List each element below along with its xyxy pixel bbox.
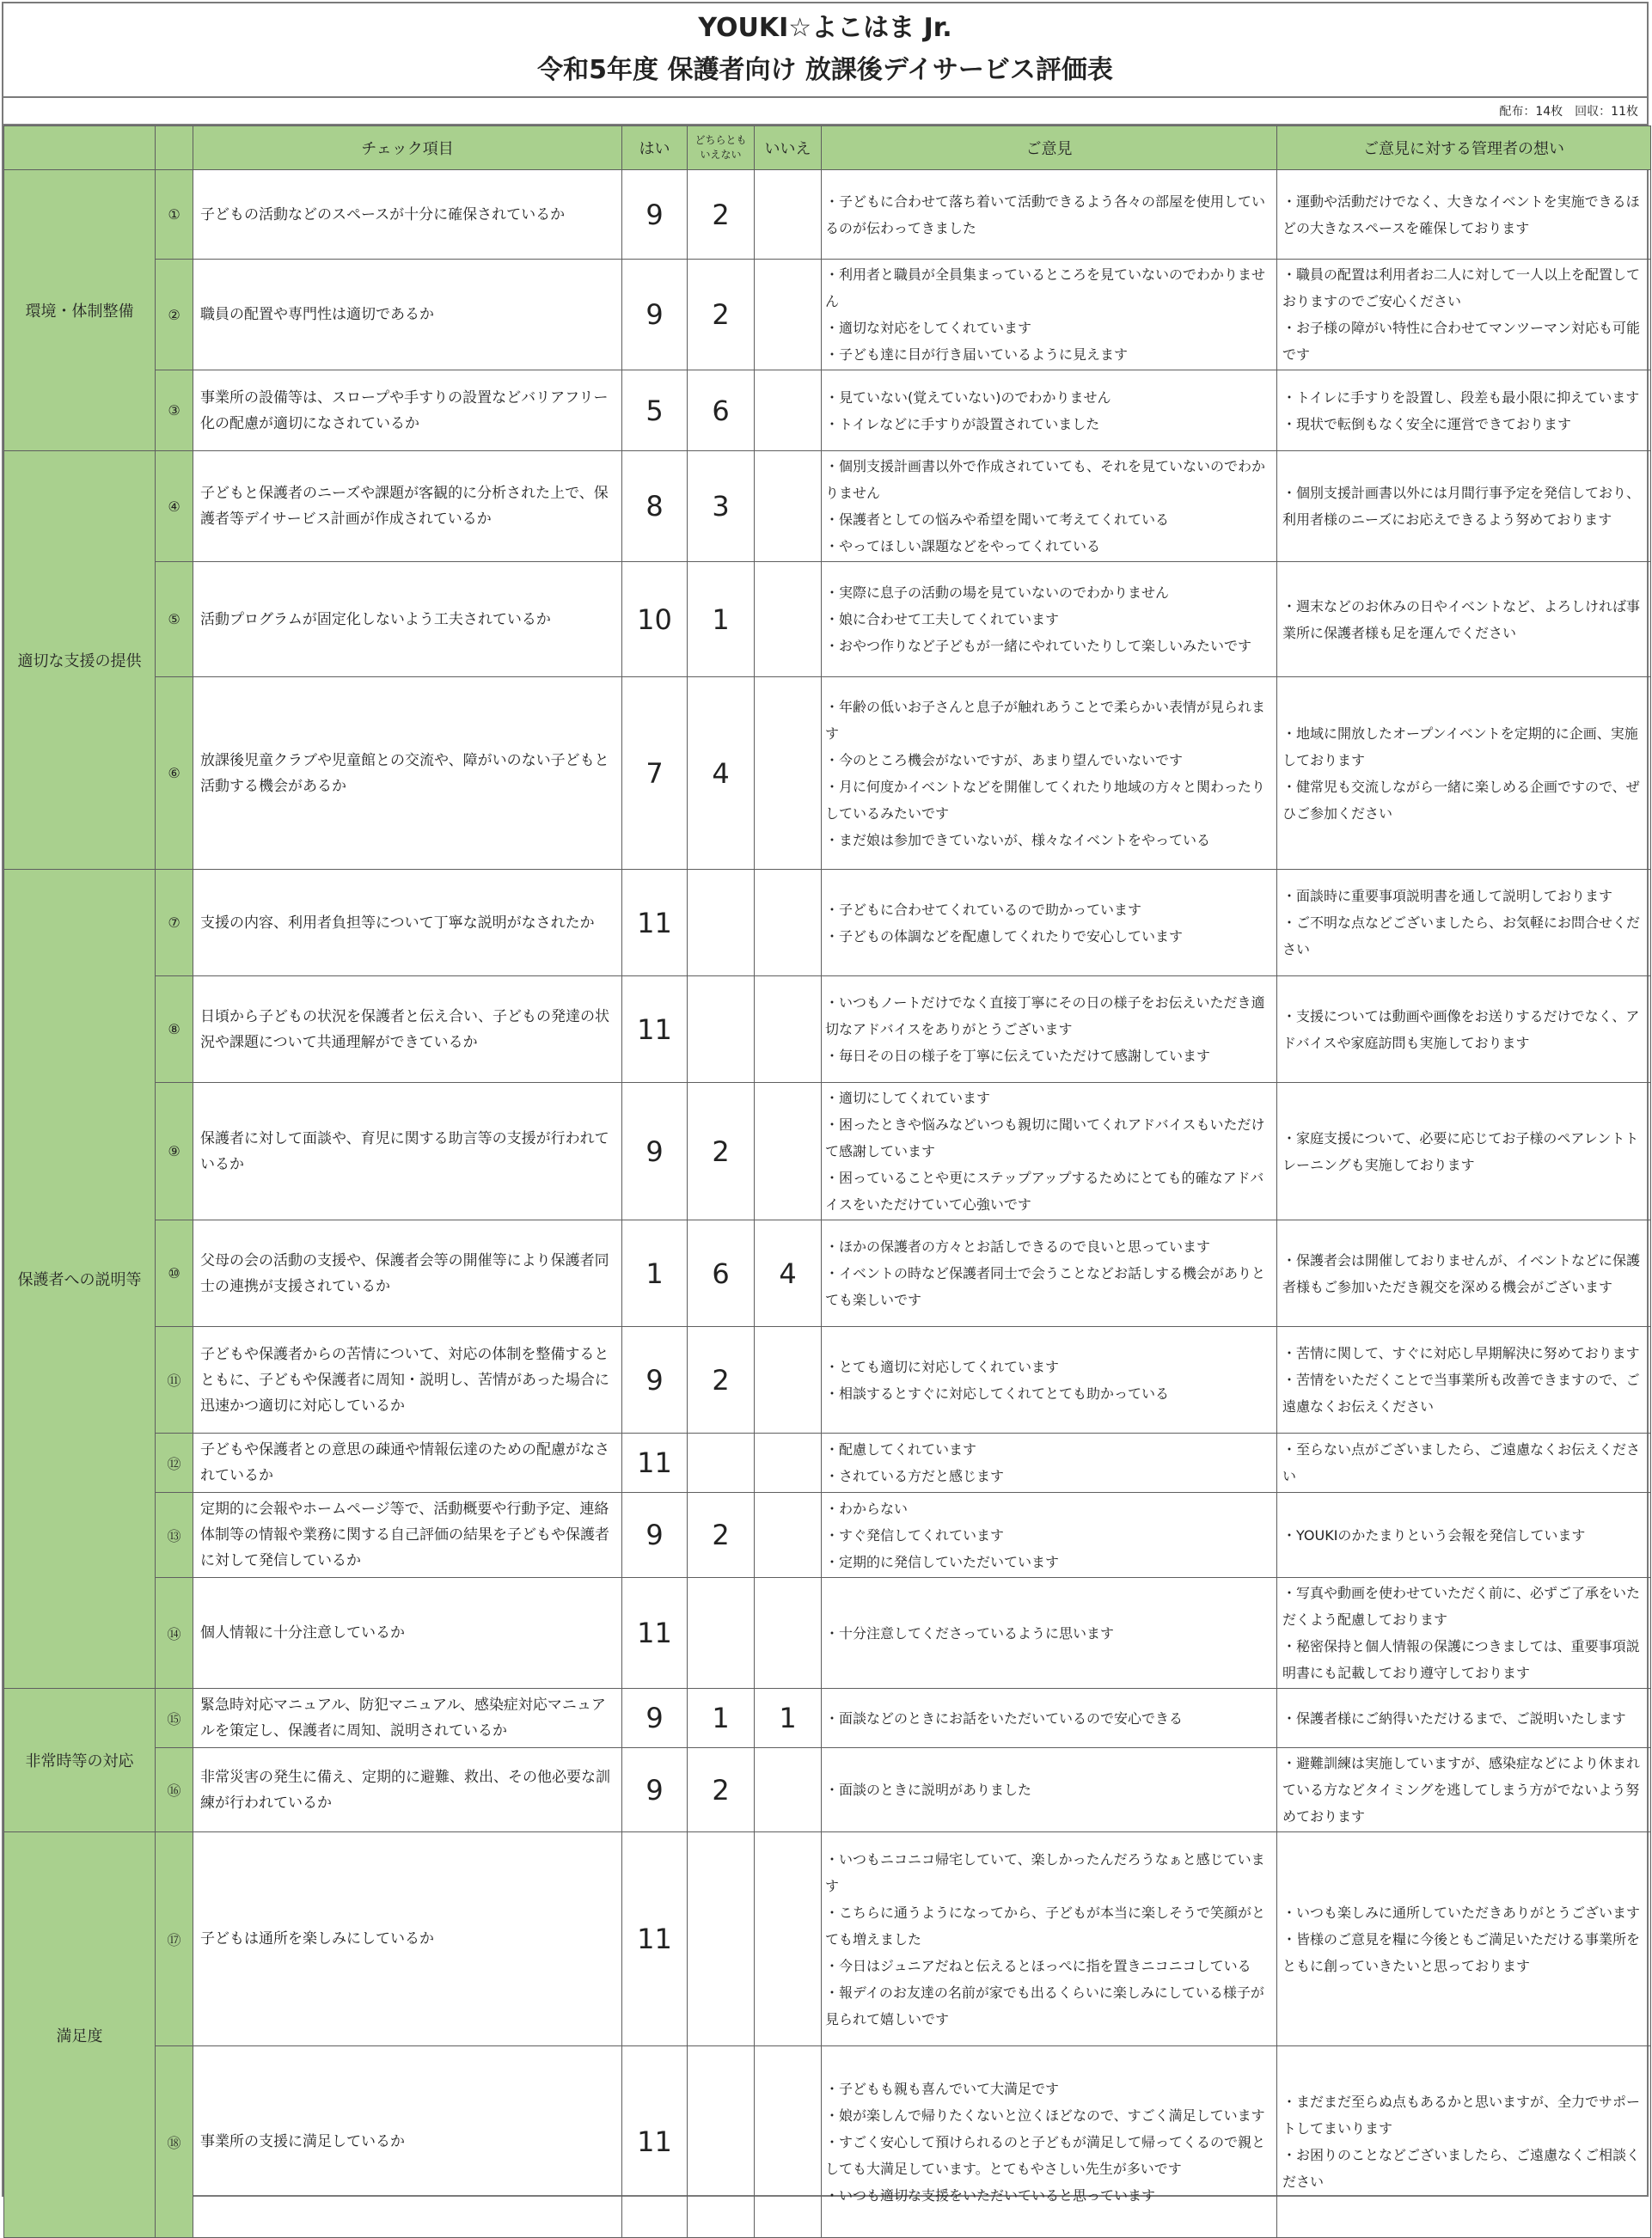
reply-cell <box>1277 677 1651 870</box>
count-no <box>755 976 822 1083</box>
opinion-line: ・子どもの体調などを配慮してくれたりで安心しています <box>825 927 1184 945</box>
distribution-count: 配布：14枚 回収：11枚 <box>3 98 1647 125</box>
opinion-line: ・イベントの時など保護者同士で会うことなどお話しする機会がありとても楽しいです <box>825 1265 1266 1308</box>
table-row <box>4 677 1651 870</box>
count-neither <box>688 1832 755 2046</box>
reply-line: ・面談時に重要事項説明書を通して説明しております <box>1282 888 1613 904</box>
reply-line: ・支援については動画や画像をお送りするだけでなく、アドバイスや家庭訪問も実施しております <box>1282 1007 1640 1051</box>
header-category <box>4 126 156 170</box>
row-number: ⑩ <box>156 1220 193 1327</box>
table-row <box>4 976 1651 1083</box>
count-yes: 9 <box>622 260 688 370</box>
reply-cell <box>1277 562 1651 677</box>
category-label: 非常時等の対応 <box>4 1689 156 1832</box>
table-row <box>4 1832 1651 2046</box>
reply-line: ・苦情に関して、すぐに対応し早期解決に努めております <box>1282 1345 1640 1361</box>
opinion-line: ・娘に合わせて工夫してくれています <box>825 611 1060 627</box>
row-number: ⑫ <box>156 1434 193 1493</box>
table-row <box>4 1689 1651 1748</box>
count-neither <box>688 870 755 976</box>
count-neither: 2 <box>688 260 755 370</box>
check-item: 子どもは通所を楽しみにしているか <box>193 1832 622 2046</box>
opinion-line: ・困ったときや悩みなどいつも親切に聞いてくれアドバイスもいただけて感謝しています <box>825 1116 1265 1159</box>
check-item: 活動プログラムが固定化しないよう工夫されているか <box>193 562 622 677</box>
header-row <box>4 126 1651 170</box>
reply-line: ・ご不明な点などございましたら、お気軽にお問合せください <box>1282 914 1641 957</box>
opinion-line: ・定期的に発信していただいています <box>825 1553 1060 1570</box>
opinion-line: ・子どもも親も喜んでいて大満足です <box>825 2080 1060 2097</box>
opinion-line: ・とても適切に対応してくれています <box>825 1358 1060 1375</box>
opinion-cell <box>822 1748 1277 1832</box>
opinion-line: ・実際に息子の活動の場を見ていないのでわかりません <box>825 584 1170 601</box>
count-neither: 2 <box>688 1748 755 1832</box>
count-no <box>755 562 822 677</box>
table-row <box>4 562 1651 677</box>
table-row <box>4 1220 1651 1327</box>
reply-line: ・写真や動画を使わせていただく前に、必ずご了承をいただくよう配慮しております <box>1282 1585 1641 1628</box>
reply-cell <box>1277 260 1651 370</box>
table-row <box>4 451 1651 562</box>
count-no <box>755 1434 822 1493</box>
table-row <box>4 1083 1651 1220</box>
check-item: 定期的に会報やホームページ等で、活動概要や行動予定、連絡体制等の情報や業務に関する自己評価の結果を子どもや保護者に対して発信しているか <box>193 1493 622 1578</box>
count-neither: 1 <box>688 562 755 677</box>
reply-line: ・いつも楽しみに通所していただきありがとうございます <box>1282 1904 1641 1921</box>
count-yes: 9 <box>622 1493 688 1578</box>
check-item: 支援の内容、利用者負担等について丁寧な説明がなされたか <box>193 870 622 976</box>
opinion-cell <box>822 1220 1277 1327</box>
category-label: 保護者への説明等 <box>4 870 156 1689</box>
count-yes: 9 <box>622 170 688 260</box>
check-item: 子どもや保護者からの苦情について、対応の体制を整備するとともに、子どもや保護者に周知・説明し、苦情があった場合に迅速かつ適切に対応しているか <box>193 1327 622 1434</box>
count-yes: 9 <box>622 1748 688 1832</box>
header-no: いいえ <box>755 126 822 170</box>
category-label: 適切な支援の提供 <box>4 451 156 870</box>
count-yes: 10 <box>622 562 688 677</box>
header-number <box>156 126 193 170</box>
opinion-line: ・娘が楽しんで帰りたくないと泣くほどなので、すごく満足しています <box>825 2107 1265 2124</box>
reply-line: ・お子様の障がい特性に合わせてマンツーマン対応も可能です <box>1282 320 1641 363</box>
opinion-line: ・困っていることや更にステップアップするためにとても的確なアドバイスをいただけていて心強いです <box>825 1170 1264 1213</box>
count-no <box>755 1578 822 1689</box>
table-row <box>4 1493 1651 1578</box>
opinion-cell <box>822 1493 1277 1578</box>
evaluation-sheet <box>2 2 1649 2204</box>
reply-line: ・YOUKIのかたまりという会報を発信しています <box>1282 1526 1586 1544</box>
row-number: ④ <box>156 451 193 562</box>
check-item: 個人情報に十分注意しているか <box>193 1578 622 1689</box>
table-row <box>4 1748 1651 1832</box>
reply-line: ・トイレに手すりを設置し、段差も最小限に抑えています <box>1282 388 1640 406</box>
reply-line: ・皆様のご意見を糧に今後ともご満足いただける事業所をともに創っていきたいと思っております <box>1282 1930 1641 1974</box>
count-yes: 11 <box>622 1578 688 1689</box>
reply-line: ・苦情をいただくことで当事業所も改善できますので、ご遠慮なくお伝えください <box>1282 1372 1640 1415</box>
count-no: 4 <box>755 1220 822 1327</box>
count-neither: 6 <box>688 1220 755 1327</box>
check-item: 非常災害の発生に備え、定期的に避難、救出、その他必要な訓練が行われているか <box>193 1748 622 1832</box>
check-item: 事業所の設備等は、スロープや手すりの設置などバリアフリー化の配慮が適切になされているか <box>193 370 622 451</box>
header-manager-reply: ご意見に対する管理者の想い <box>1277 126 1651 170</box>
table-row <box>4 870 1651 976</box>
check-item: 放課後児童クラブや児童館との交流や、障がいのない子どもと活動する機会があるか <box>193 677 622 870</box>
header-yes: はい <box>622 126 688 170</box>
reply-line: ・保護者会は開催しておりませんが、イベントなどに保護者様もご参加いただき親交を深める機会がございます <box>1282 1251 1641 1295</box>
row-number: ⑮ <box>156 1689 193 1748</box>
count-yes: 8 <box>622 451 688 562</box>
reply-cell <box>1277 1832 1651 2046</box>
reply-line: ・お困りのことなどございましたら、ご遠慮なくご相談ください <box>1282 2147 1641 2190</box>
opinion-line: ・やってほしい課題などをやってくれている <box>825 538 1101 554</box>
reply-line: ・保護者様にご納得いただけるまで、ご説明いたします <box>1282 1709 1626 1727</box>
reply-cell <box>1277 1748 1651 1832</box>
count-no <box>755 370 822 451</box>
opinion-line: ・こちらに通うようになってから、子どもが本当に楽しそうで笑顔がとても増えました <box>825 1904 1266 1948</box>
count-no <box>755 170 822 260</box>
reply-cell <box>1277 451 1651 562</box>
opinion-cell <box>822 976 1277 1083</box>
opinion-line: ・相談するとすぐに対応してくれてとても助かっている <box>825 1385 1170 1402</box>
opinion-line: ・個別支援計画書以外で作成されていても、それを見ていないのでわかりません <box>825 458 1266 501</box>
count-yes: 5 <box>622 370 688 451</box>
reply-cell <box>1277 1689 1651 1748</box>
opinion-line: ・毎日その日の様子を丁寧に伝えていただけて感謝しています <box>825 1048 1211 1064</box>
count-no <box>755 1832 822 2046</box>
opinion-line: ・面談のときに説明がありました <box>825 1782 1032 1798</box>
table-row <box>4 170 1651 260</box>
reply-cell <box>1277 1083 1651 1220</box>
count-no <box>755 677 822 870</box>
reply-cell <box>1277 370 1651 451</box>
opinion-line: ・トイレなどに手すりが設置されていました <box>825 415 1100 432</box>
opinion-cell <box>822 370 1277 451</box>
count-yes: 11 <box>622 1434 688 1493</box>
count-neither: 3 <box>688 451 755 562</box>
header-opinion: ご意見 <box>822 126 1277 170</box>
count-no <box>755 451 822 562</box>
opinion-cell <box>822 1689 1277 1748</box>
count-yes: 1 <box>622 1220 688 1327</box>
row-number: ③ <box>156 370 193 451</box>
count-no <box>755 1493 822 1578</box>
reply-line: ・家庭支援について、必要に応じてお子様のペアレントトレーニングも実施しております <box>1282 1129 1639 1173</box>
count-neither: 4 <box>688 677 755 870</box>
opinion-line: ・見ていない(覚えていない)のでわかりません <box>825 388 1111 406</box>
opinion-cell <box>822 260 1277 370</box>
count-neither: 2 <box>688 1083 755 1220</box>
opinion-cell <box>822 870 1277 976</box>
reply-cell <box>1277 1327 1651 1434</box>
opinion-line: ・報デイのお友達の名前が家でも出るくらいに楽しみにしている様子が見られて嬉しいです <box>825 1984 1264 2027</box>
header-check-item: チェック項目 <box>193 126 622 170</box>
opinion-line: ・年齢の低いお子さんと息子が触れあうことで柔らかい表情が見られます <box>825 698 1266 742</box>
count-yes: 11 <box>622 1832 688 2046</box>
opinion-line: ・適切にしてくれています <box>825 1090 991 1106</box>
reply-cell <box>1277 1493 1651 1578</box>
count-neither <box>688 1578 755 1689</box>
check-item: 職員の配置や専門性は適切であるか <box>193 260 622 370</box>
opinion-cell <box>822 1327 1277 1434</box>
row-number: ① <box>156 170 193 260</box>
opinion-line: ・おやつ作りなど子どもが一緒にやれていたりして楽しいみたいです <box>825 638 1252 654</box>
opinion-cell <box>822 677 1277 870</box>
check-item: 子どもと保護者のニーズや課題が客観的に分析された上で、保護者等デイサービス計画が作成されているか <box>193 451 622 562</box>
facility-title: YOUKI☆よこはま Jr. <box>698 13 952 43</box>
reply-line: ・職員の配置は利用者お二人に対して一人以上を配置しておりますのでご安心ください <box>1282 266 1641 309</box>
reply-cell <box>1277 1434 1651 1493</box>
category-label: 満足度 <box>4 1832 156 2238</box>
opinion-line: ・いつも適切な支援をいただいていると思っています <box>825 2186 1156 2204</box>
reply-line: ・健常児も交流しながら一緒に楽しめる企画ですので、ぜひご参加ください <box>1282 778 1640 822</box>
count-neither <box>688 2046 755 2238</box>
opinion-line: ・されている方だと感じます <box>825 1468 1005 1484</box>
check-item: 父母の会の活動の支援や、保護者会等の開催等により保護者同士の連携が支援されているか <box>193 1220 622 1327</box>
reply-cell <box>1277 170 1651 260</box>
reply-line: ・秘密保持と個人情報の保護につきましては、重要事項説明書にも記載しており遵守しております <box>1282 1638 1640 1681</box>
opinion-line: ・適切な対応をしてくれています <box>825 320 1032 336</box>
opinion-line: ・面談などのときにお話をいただいているので安心できる <box>825 1709 1184 1727</box>
opinion-line: ・ほかの保護者の方々とお話しできるので良いと思っています <box>825 1238 1211 1255</box>
check-item: 日頃から子どもの状況を保護者と伝え合い、子どもの発達の状況や課題について共通理解ができているか <box>193 976 622 1083</box>
opinion-cell <box>822 1578 1277 1689</box>
opinion-cell <box>822 1832 1277 2046</box>
count-neither: 6 <box>688 370 755 451</box>
reply-line: ・個別支援計画書以外には月間行事予定を発信しており、利用者様のニーズにお応えできるよう努めております <box>1282 485 1641 528</box>
row-number: ⑰ <box>156 1832 193 2046</box>
row-number: ⑭ <box>156 1578 193 1689</box>
check-item: 子どもや保護者との意思の疎通や情報伝達のための配慮がなされているか <box>193 1434 622 1493</box>
count-no <box>755 1327 822 1434</box>
opinion-line: ・配慮してくれています <box>825 1441 977 1458</box>
reply-cell <box>1277 870 1651 976</box>
opinion-line: ・まだ娘は参加できていないが、様々なイベントをやっている <box>825 831 1211 848</box>
opinion-cell <box>822 1434 1277 1493</box>
row-number: ⑯ <box>156 1748 193 1832</box>
count-neither: 2 <box>688 1493 755 1578</box>
reply-cell <box>1277 1220 1651 1327</box>
opinion-line: ・いつもノートだけでなく直接丁寧にその日の様子をお伝えいただき適切なアドバイスをありがとうございます <box>825 994 1265 1037</box>
row-number: ⑬ <box>156 1493 193 1578</box>
row-number: ⑦ <box>156 870 193 976</box>
count-neither <box>688 976 755 1083</box>
count-neither: 1 <box>688 1689 755 1748</box>
table-row <box>4 1578 1651 1689</box>
row-number: ⑥ <box>156 677 193 870</box>
count-yes: 9 <box>622 1689 688 1748</box>
count-no <box>755 870 822 976</box>
check-item: 子どもの活動などのスペースが十分に確保されているか <box>193 170 622 260</box>
check-item: 緊急時対応マニュアル、防犯マニュアル、感染症対応マニュアルを策定し、保護者に周知、説明されているか <box>193 1689 622 1748</box>
table-row <box>4 370 1651 451</box>
title-block <box>3 3 1647 98</box>
table-row <box>4 1327 1651 1434</box>
count-yes: 9 <box>622 1083 688 1220</box>
check-item: 事業所の支援に満足しているか <box>193 2046 622 2238</box>
opinion-cell <box>822 2046 1277 2238</box>
opinion-cell <box>822 562 1277 677</box>
reply-line: ・避難訓練は実施していますが、感染症などにより休まれている方などタイミングを逃してしまう方がでないよう努めております <box>1282 1755 1641 1825</box>
reply-line: ・まだまだ至らぬ点もあるかと思いますが、全力でサポートしてまいります <box>1282 2094 1641 2137</box>
row-number: ⑧ <box>156 976 193 1083</box>
count-neither: 2 <box>688 1327 755 1434</box>
count-yes: 7 <box>622 677 688 870</box>
header-neither: どちらとも いえない <box>688 126 755 170</box>
reply-line: ・地域に開放したオープンイベントを定期的に企画、実施しております <box>1282 725 1638 768</box>
opinion-line: ・子どもに合わせて落ち着いて活動できるよう各々の部屋を使用しているのが伝わってきました <box>825 193 1266 236</box>
count-yes: 11 <box>622 976 688 1083</box>
count-no <box>755 1748 822 1832</box>
reply-line: ・週末などのお休みの日やイベントなど、よろしければ事業所に保護者様も足を運んでください <box>1282 597 1641 641</box>
count-yes: 9 <box>622 1327 688 1434</box>
row-number: ② <box>156 260 193 370</box>
count-neither <box>688 1434 755 1493</box>
opinion-cell <box>822 451 1277 562</box>
opinion-line: ・子ども達に目が行き届いているように見えます <box>825 346 1129 363</box>
opinion-line: ・すぐ発信してくれています <box>825 1526 1005 1544</box>
row-number: ⑨ <box>156 1083 193 1220</box>
reply-cell <box>1277 2046 1651 2238</box>
table-row <box>4 2046 1651 2238</box>
opinion-line: ・十分注意してくださっているように思います <box>825 1624 1115 1642</box>
row-number: ⑤ <box>156 562 193 677</box>
reply-line: ・運動や活動だけでなく、大きなイベントを実施できるほどの大きなスペースを確保しております <box>1282 193 1640 236</box>
row-number: ⑱ <box>156 2046 193 2238</box>
row-number: ⑪ <box>156 1327 193 1434</box>
count-no <box>755 1083 822 1220</box>
reply-line: ・現状で転倒もなく安全に運営できております <box>1282 415 1572 432</box>
reply-cell <box>1277 1578 1651 1689</box>
table-row <box>4 1434 1651 1493</box>
check-item: 保護者に対して面談や、育児に関する助言等の支援が行われているか <box>193 1083 622 1220</box>
count-no <box>755 2046 822 2238</box>
reply-cell <box>1277 976 1651 1083</box>
count-no: 1 <box>755 1689 822 1748</box>
count-yes: 11 <box>622 870 688 976</box>
evaluation-table <box>3 125 1651 2238</box>
opinion-line: ・今のところ機会がないですが、あまり望んでいないです <box>825 751 1184 768</box>
count-no <box>755 260 822 370</box>
table-row <box>4 260 1651 370</box>
opinion-line: ・すごく安心して預けられるのと子どもが満足して帰ってくるので親としても大満足しています。とてもやさしい先生が多いです <box>825 2133 1266 2177</box>
opinion-cell <box>822 1083 1277 1220</box>
count-neither: 2 <box>688 170 755 260</box>
count-yes: 11 <box>622 2046 688 2238</box>
opinion-line: ・利用者と職員が全員集まっているところを見ていないのでわかりません <box>825 266 1266 309</box>
category-label: 環境・体制整備 <box>4 170 156 451</box>
opinion-line: ・今日はジュニアだねと伝えるとほっぺに指を置きニコニコしている <box>825 1957 1251 1974</box>
opinion-line: ・子どもに合わせてくれているので助かっています <box>825 901 1142 918</box>
opinion-line: ・月に何度かイベントなどを開催してくれたり地域の方々と関わったりしているみたいです <box>825 778 1265 822</box>
document-title: 令和5年度 保護者向け 放課後デイサービス評価表 <box>537 55 1113 85</box>
opinion-cell <box>822 170 1277 260</box>
reply-line: ・至らない点がございましたら、ご遠慮なくお伝えください <box>1282 1441 1641 1484</box>
opinion-line: ・保護者としての悩みや希望を聞いて考えてくれている <box>825 511 1170 528</box>
opinion-line: ・いつもニコニコ帰宅していて、楽しかったんだろうなぁと感じています <box>825 1850 1265 1894</box>
opinion-line: ・わからない <box>825 1500 909 1517</box>
